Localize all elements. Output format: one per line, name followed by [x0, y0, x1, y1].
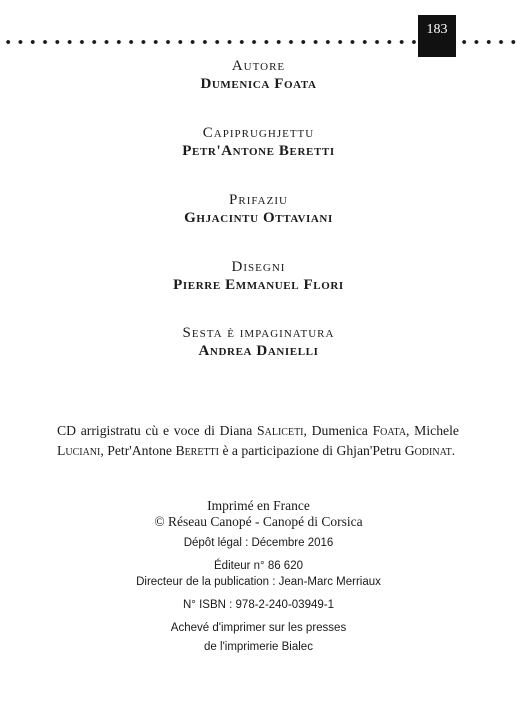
credit-project-lead	[0, 124, 517, 160]
credit-role: Autore	[231, 58, 286, 74]
credit-name: Pierre Emmanuel Flori	[173, 277, 344, 293]
cd-recording-note: CD arrigistratu cù e voce di Diana Saliceti, Dumenica Foata, Michele Luciani, Petr'Antone Beretti è a participazione di Ghjan'Petru Godinat.	[57, 423, 459, 458]
credit-illustrations	[0, 258, 517, 294]
credit-preface	[0, 191, 517, 227]
credit-name: Dumenica Foata	[200, 76, 317, 92]
legal-deposit: Dépôt légal : Décembre 2016	[183, 537, 334, 549]
credit-name: Ghjacintu Ottaviani	[184, 210, 333, 226]
credit-name: Petr'Antone Beretti	[182, 143, 335, 159]
credit-role: Sesta è impaginatura	[182, 325, 335, 341]
publication-director: Directeur de la publication : Jean-Marc Merriaux	[136, 576, 381, 588]
printing-line-1: Achevé d'imprimer sur les presses	[170, 622, 347, 634]
page-number: 183	[418, 15, 456, 57]
credit-name: Andrea Danielli	[198, 343, 319, 359]
dotted-rule-left	[2, 40, 416, 44]
credit-role: Prifaziu	[229, 192, 288, 208]
credit-role: Disegni	[231, 259, 286, 275]
credit-role: Capiprughjettu	[202, 125, 315, 141]
printing-line-2: de l'imprimerie Bialec	[204, 641, 313, 653]
credit-author	[0, 57, 517, 93]
isbn: N° ISBN : 978-2-240-03949-1	[183, 599, 334, 611]
copyright-line: © Réseau Canopé - Canopé di Corsica	[154, 514, 363, 529]
editor-number: Éditeur n° 86 620	[214, 560, 303, 572]
dotted-rule-right	[458, 40, 516, 44]
printed-in: Imprimé en France	[207, 498, 310, 513]
credit-layout	[0, 324, 517, 360]
